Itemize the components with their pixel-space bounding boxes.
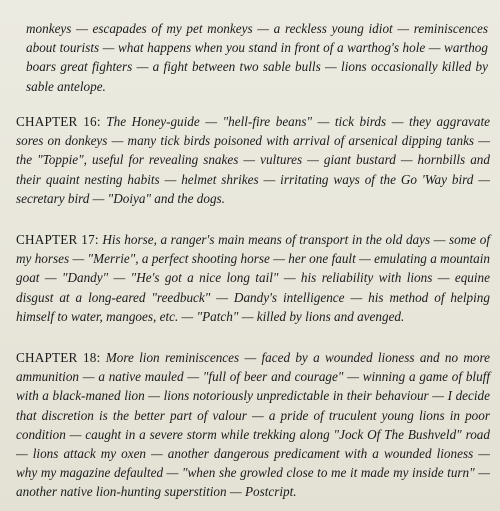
chapter-18-summary xyxy=(16,348,490,502)
chapter-17-text: His horse, a ranger's main means of transport in the old days — some of my horses — "Merrie", a perfect shooting horse — her one fault — emulating a mountain goat — "Dandy" — "He's got a nice long tail" — his reliability with lions — equine disgust at a long-eared "reedbuck" — Dandy's intelligence — his method of helping himself to water, mangoes, etc. — "Patch" — killed by lions and avenged. xyxy=(16,232,490,324)
chapter-15-continuation: monkeys — escapades of my pet monkeys — a reckless young idiot — reminiscences about tourists — what happens when you stand in front of a warthog's hole — warthog boars great fighters — a fight between two sable bulls — lions occasionally killed by sable antelope. xyxy=(26,21,488,94)
chapter-17-label: CHAPTER 17: xyxy=(16,232,99,247)
chapter-16-summary xyxy=(16,112,490,208)
chapter-16-text: The Honey-guide — "hell-fire beans" — tick birds — they aggravate sores on donkeys — many tick birds poisoned with arrival of arsenical dipping tanks — the "Toppie", useful for revealing snakes — vultures — giant bustard — hornbills and their quaint nesting habits — helmet shrikes — irritating ways of the Go 'Way bird — secretary bird — "Doiya" and the dogs. xyxy=(16,114,491,206)
chapter-16-label: CHAPTER 16: xyxy=(16,114,101,129)
chapter-17-summary xyxy=(16,230,490,326)
chapter-18-label: CHAPTER 18: xyxy=(16,350,101,365)
chapter-18-text: More lion reminiscences — faced by a wounded lioness and no more ammunition — a native mauled — "full of beer and courage" — winning a game of bluff with a black-maned lion — lions notoriously unpredictable in their behaviour — I decide that discretion is the better part of valour — a pride of truculent young lions in poor condition — caught in a severe storm while trekking along "Jock Of The Bushveld" road — lions attack my oxen — another dangerous predicament with a wounded lioness — why my magazine defaulted — "when she growled close to me it made my inside turn" — another native lion-hunting superstition — Postcript. xyxy=(16,350,490,500)
